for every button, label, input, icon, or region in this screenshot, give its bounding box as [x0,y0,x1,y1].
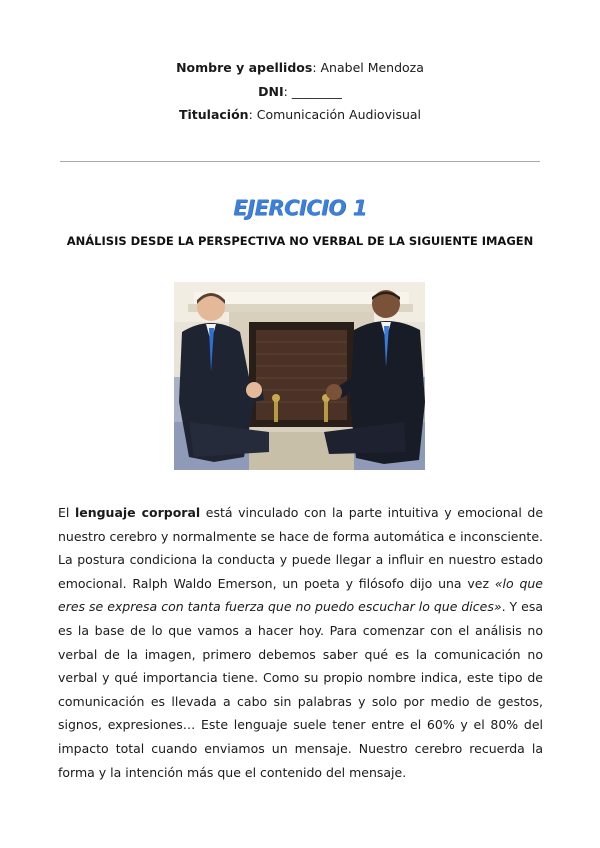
student-name-label: Nombre y apellidos [176,60,313,75]
student-degree-label: Titulación [178,107,249,122]
exercise-title: EJERCICIO 1 [233,196,367,220]
two-men-seated-by-fireplace-photo [174,282,425,470]
body-text-part3: . Y esa es la base de lo que vamos a hacer hoy. Para comenzar con el análisis no verbal de la imagen, primero debemos saber qué es la comunicación no verbal y qué importancia tiene. Como su propio nombre indica, este tipo de comunicación es llevada a cabo sin palabras y solo por medio de gestos, signos, expresiones… Este lenguaje suele tener entre el 60% y el 80% del impacto total cuando enviamos un mensaje. Nuestro cerebro recuerda la forma y la intención más que el contenido del mensaje. [58,599,543,780]
body-text-intro: El [58,505,75,520]
student-dni-label: DNI [258,83,284,99]
body-text-part2: está vinculado con la parte intuitiva y emocional de nuestro cerebro y normalmente se hace de forma automática e inconsciente. La postura condiciona la conducta y puede llegar a influir en nuestro estado emocional. Ralph Waldo Emerson, un poeta y filósofo dijo una vez [58,505,544,591]
student-info-header [0,56,600,127]
exercise-subtitle: ANÁLISIS DESDE LA PERSPECTIVA NO VERBAL DE LA SIGUIENTE IMAGEN [66,234,534,248]
student-name-value: : Anabel Mendoza [312,60,424,75]
body-paragraph [58,501,543,784]
student-name-line [0,56,600,80]
student-degree-value: : Comunicación Audiovisual [248,107,422,122]
body-text-term: lenguaje corporal [74,505,201,520]
student-degree-line [0,103,600,127]
body-text-quote: «lo que eres se expresa con tanta fuerza que no puedo escuchar lo que dices» [58,575,544,615]
student-dni-value: : ________ [283,83,342,99]
header-divider [60,161,540,162]
student-dni-line [0,80,600,104]
